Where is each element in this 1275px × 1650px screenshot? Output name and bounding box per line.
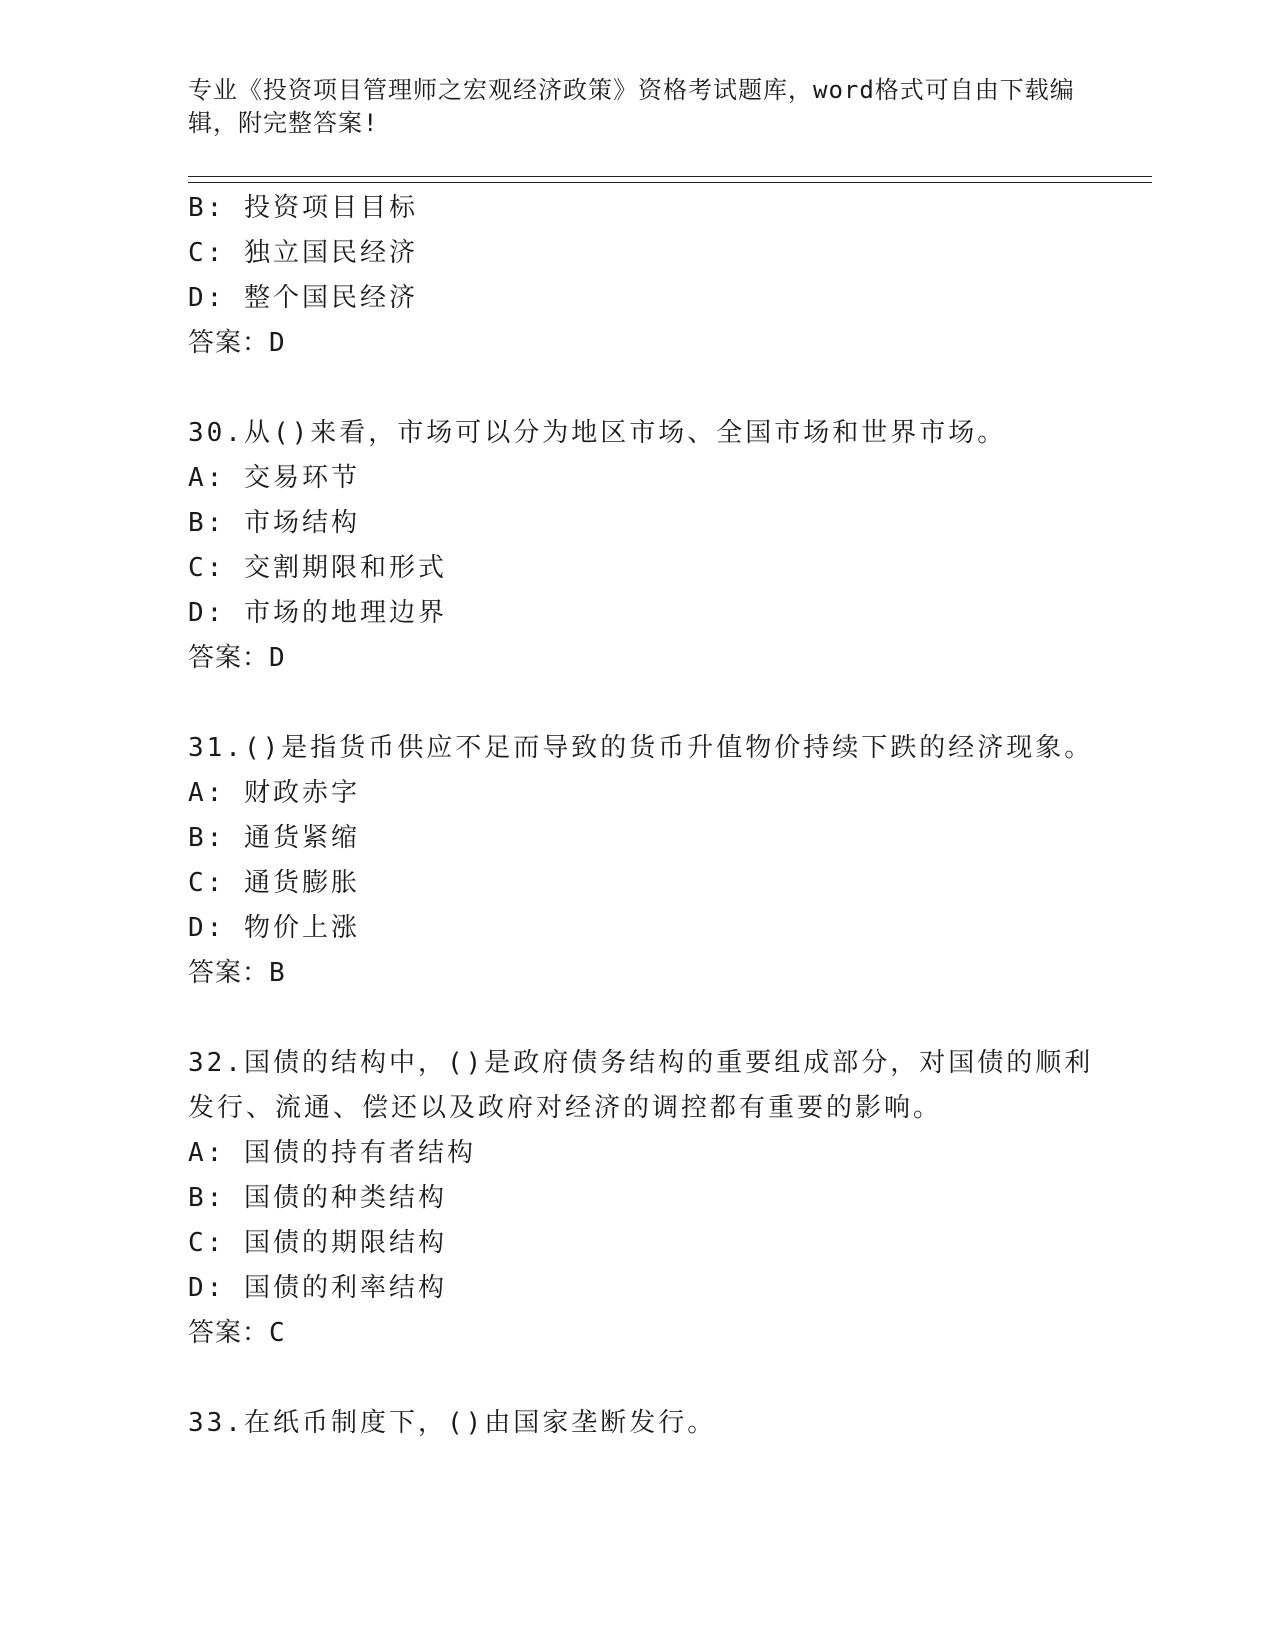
question-30-option-c: C: 交割期限和形式 [188,553,447,583]
question-32-option-d: D: 国债的利率结构 [188,1273,447,1303]
question-32-option-c: C: 国债的期限结构 [188,1228,447,1258]
question-32-option-b: B: 国债的种类结构 [188,1183,447,1213]
question-30-option-d: D: 市场的地理边界 [188,598,447,628]
question-30-stem: 30.从()来看，市场可以分为地区市场、全国市场和世界市场。 [188,418,1007,448]
question-33-stem: 33.在纸币制度下，()由国家垄断发行。 [188,1408,717,1438]
option-c: C: 独立国民经济 [188,238,418,268]
header-line-1: 专业《投资项目管理师之宏观经济政策》资格考试题库，word格式可自由下载编 [188,76,1075,104]
question-31-answer: 答案：B [188,958,286,988]
question-32-answer: 答案：C [188,1318,286,1348]
question-30-option-b: B: 市场结构 [188,508,360,538]
question-30-answer: 答案：D [188,643,286,673]
question-31-option-d: D: 物价上涨 [188,913,360,943]
option-d: D: 整个国民经济 [188,283,418,313]
header-divider-bottom [188,182,1152,183]
header-divider-top [188,176,1152,177]
question-31-option-a: A: 财政赤字 [188,778,360,808]
document-header [188,74,1088,140]
question-30-option-a: A: 交易环节 [188,463,360,493]
question-31-stem: 31.()是指货币供应不足而导致的货币升值物价持续下跌的经济现象。 [188,733,1094,763]
question-31-option-b: B: 通货紧缩 [188,823,360,853]
question-32-option-a: A: 国债的持有者结构 [188,1138,476,1168]
answer-label: 答案：D [188,328,286,358]
header-line-2: 辑，附完整答案! [188,109,379,137]
option-b: B: 投资项目目标 [188,193,418,223]
question-32-stem-line-2: 发行、流通、偿还以及政府对经济的调控都有重要的影响。 [188,1093,943,1123]
question-31-option-c: C: 通货膨胀 [188,868,360,898]
question-32-stem-line-1: 32.国债的结构中，()是政府债务结构的重要组成部分，对国债的顺利 [188,1048,1094,1078]
